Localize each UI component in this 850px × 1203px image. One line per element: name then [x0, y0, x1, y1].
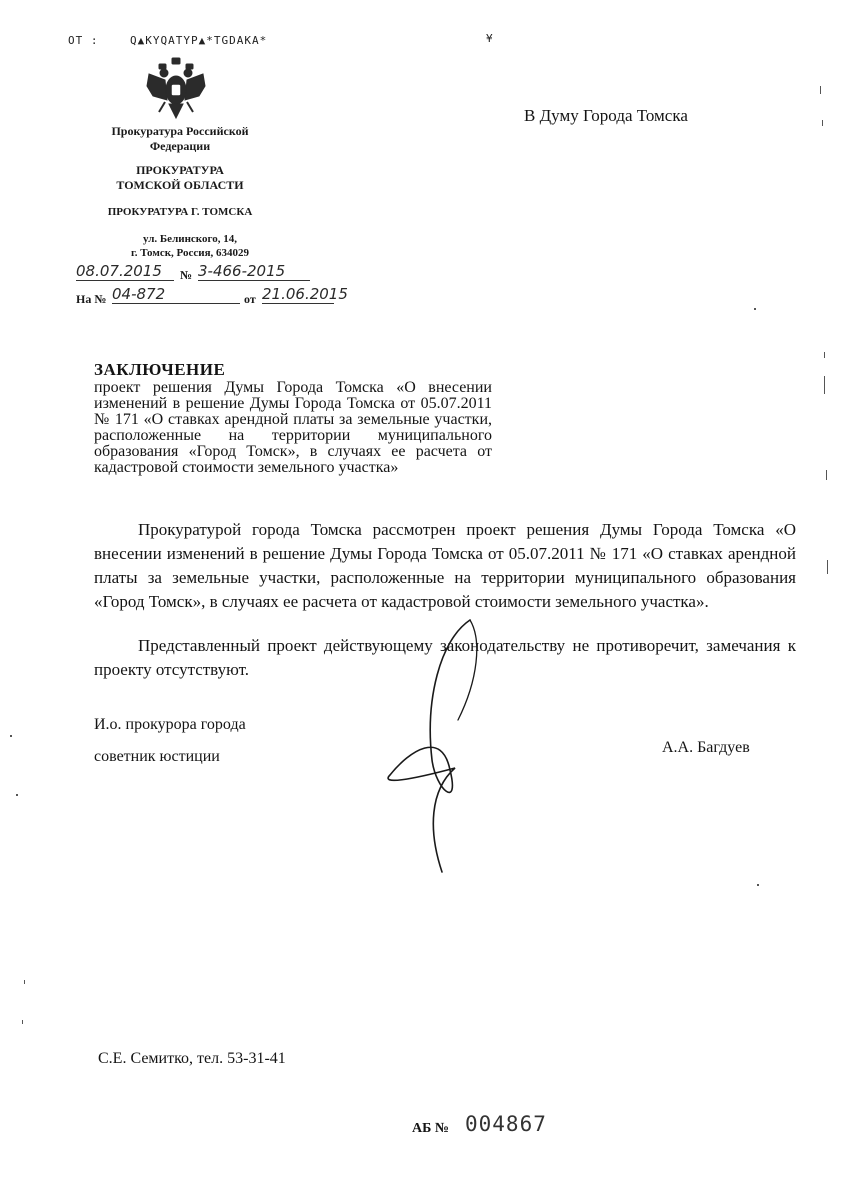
scan-speck: [16, 794, 18, 796]
org-line-2: Федерации: [149, 139, 211, 153]
reply-number: 04-872: [112, 285, 240, 304]
scan-speck: [824, 352, 825, 358]
scan-speck: [24, 980, 25, 984]
body-paragraph-1: Прокуратурой города Томска рассмотрен проект решения Думы Города Томска «О внесении изменений в решение Думы Города Томска от 05.07.2011 № 171 «О ставках арендной платы за земельные участки, расположенные на территории муниципального образования «Город Томск», в случаях ее расчета от кадастровой стоимости земельного участка».: [94, 520, 796, 611]
org-line-4: ТОМСКОЙ ОБЛАСТИ: [116, 178, 244, 192]
signer-name: А.А. Багдуев: [662, 739, 750, 756]
scan-speck: [757, 884, 759, 886]
fax-header-mark: ¥: [486, 32, 494, 45]
reply-number-label: На №: [76, 292, 107, 306]
scan-speck: [10, 735, 12, 737]
scan-speck: [820, 86, 821, 94]
coat-of-arms-icon: [145, 56, 207, 120]
addressee: В Думу Города Томска: [524, 106, 688, 125]
scan-speck: [827, 560, 828, 574]
document-title: ЗАКЛЮЧЕНИЕ: [94, 360, 226, 379]
signer-rank: советник юстиции: [94, 748, 220, 765]
org-line-3: ПРОКУРАТУРА: [136, 163, 224, 177]
handwritten-signature-icon: [370, 610, 500, 880]
org-line-1: Прокуратура Российской: [111, 124, 249, 138]
serial-number: 004867: [465, 1112, 547, 1136]
org-address-line-1: ул. Белинского, 14,: [143, 233, 237, 245]
scan-speck: [822, 120, 823, 126]
reply-date: 21.06.2015: [262, 285, 348, 303]
executor-contact: С.Е. Семитко, тел. 53-31-41: [98, 1050, 286, 1067]
org-line-5: ПРОКУРАТУРА Г. ТОМСКА: [107, 206, 253, 218]
scan-speck: [22, 1020, 23, 1024]
reply-date-label: от: [244, 292, 256, 306]
document-subject: проект решения Думы Города Томска «О внесении изменений в решение Думы Города Томска от 05.07.2011 № 171 «О ставках арендной платы за земельные участки, расположенные на территории муниципального образования «Город Томск», в случаях ее расчета от кадастровой стоимости земельного участка»: [94, 379, 492, 476]
scan-speck: [754, 308, 756, 310]
registration-number-label: №: [180, 268, 193, 282]
signer-position: И.о. прокурора города: [94, 716, 246, 733]
body-paragraph-2: Представленный проект действующему законодательству не противоречит, замечания к проекту отсутствуют.: [94, 636, 796, 679]
fax-header-sender: Q▲KYQATYP▲*TGDAKA*: [130, 34, 268, 47]
fax-header-prefix: OT :: [68, 34, 99, 47]
org-address-line-2: г. Томск, Россия, 634029: [130, 247, 250, 259]
registration-date: 08.07.2015: [76, 262, 174, 281]
scan-speck: [826, 470, 827, 480]
registration-number: 3-466-2015: [198, 262, 310, 281]
scan-speck: [824, 376, 825, 394]
serial-label: АБ №: [412, 1121, 449, 1136]
